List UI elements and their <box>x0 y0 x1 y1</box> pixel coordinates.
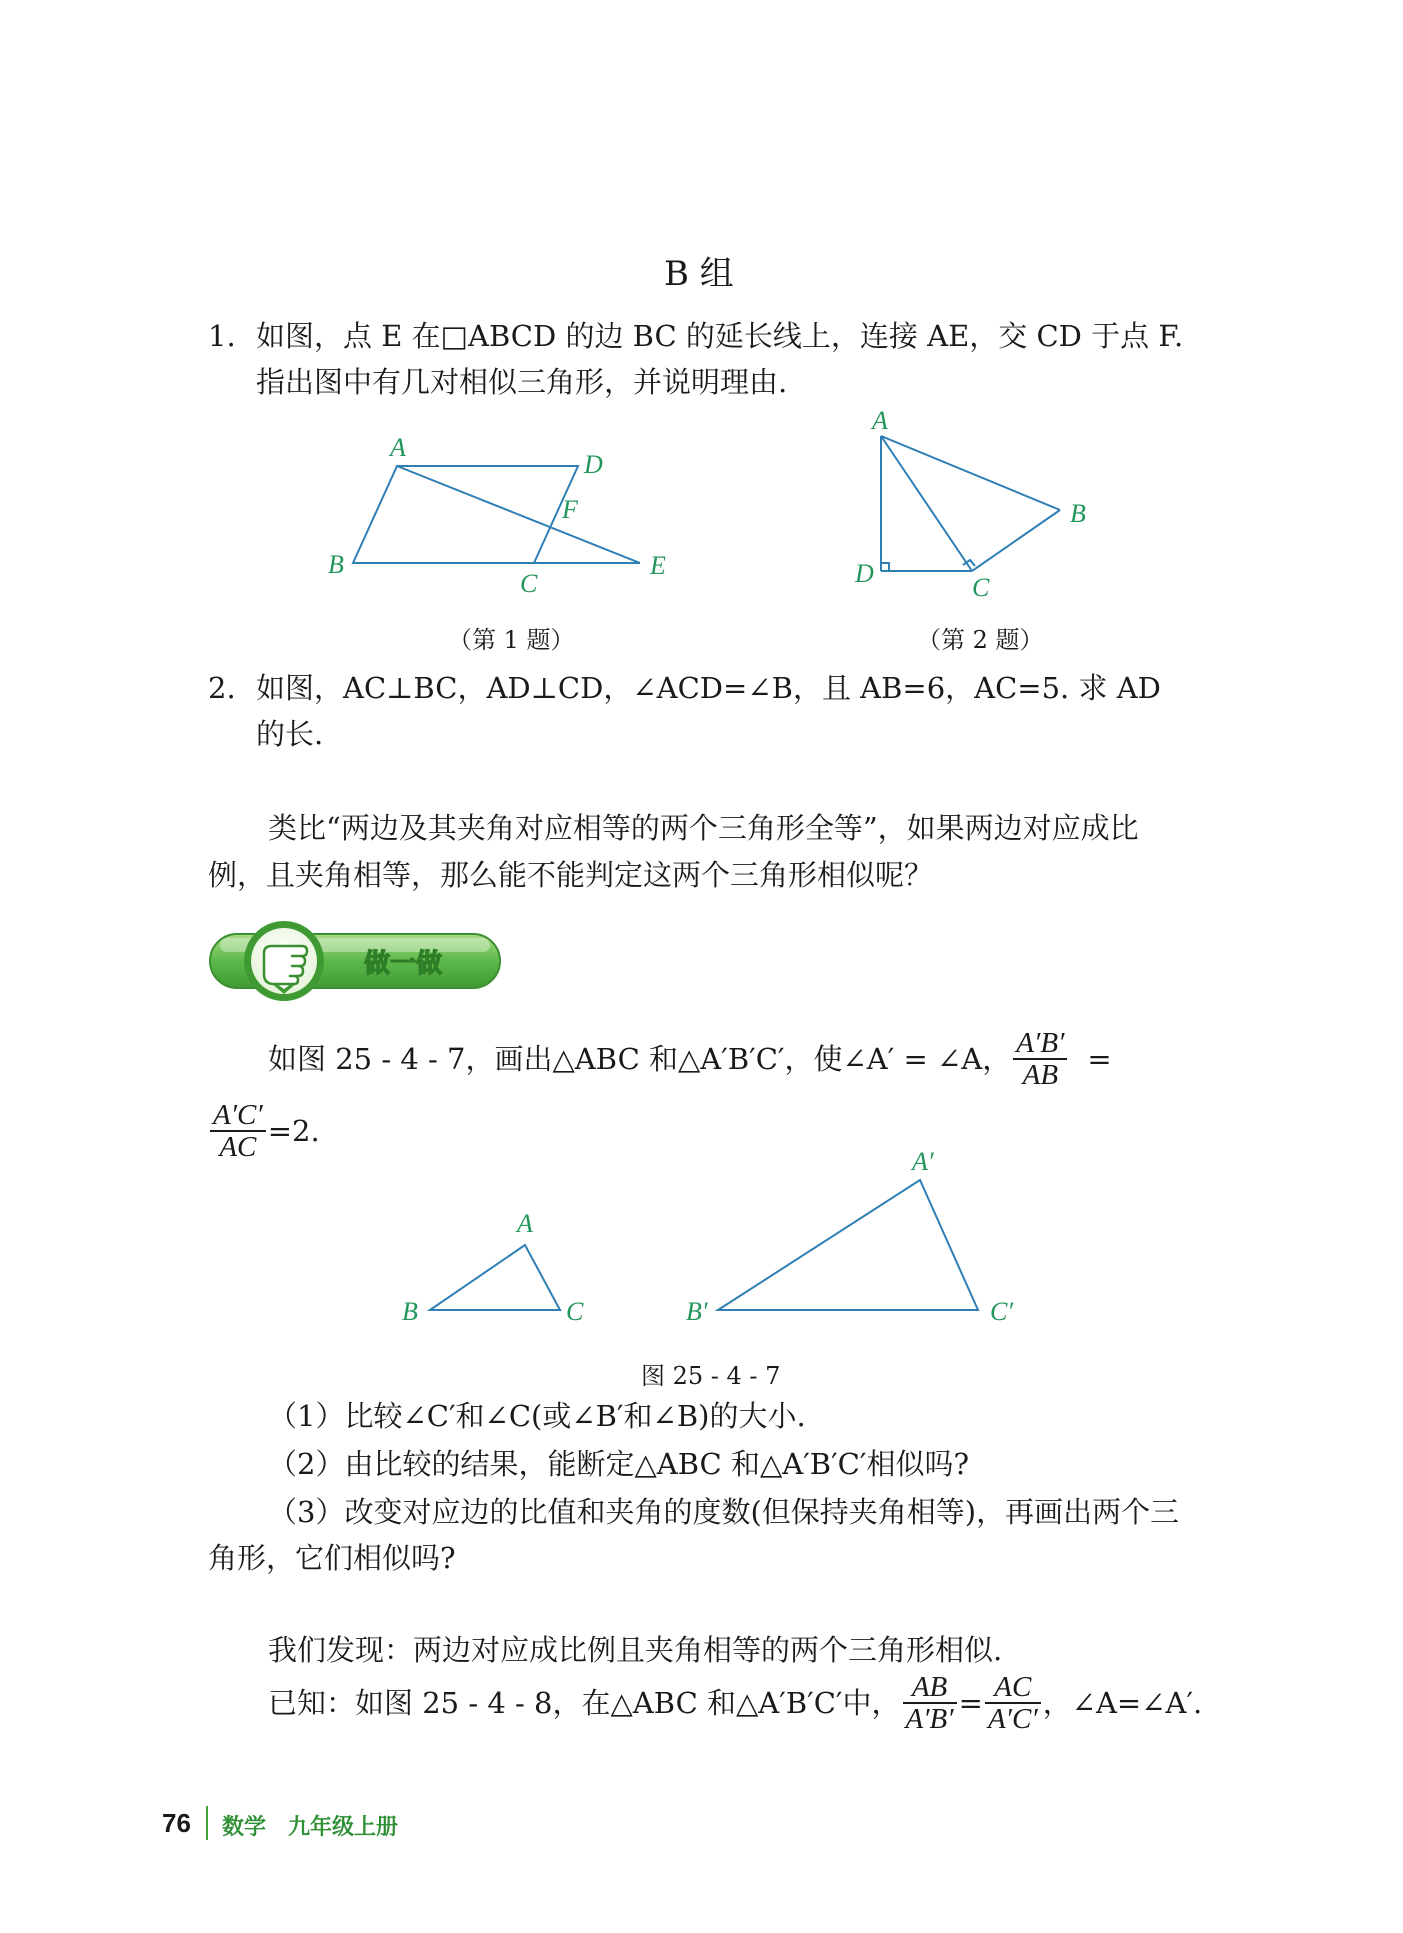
given-frac2-den: A′C′ <box>987 1703 1038 1736</box>
right-angle-mark-d <box>881 563 889 571</box>
triangle-a-prime-b-prime-c-prime <box>718 1180 978 1310</box>
activity-line1 <box>268 1028 1112 1091</box>
footer-book-title: 数学 九年级上册 <box>222 1815 399 1840</box>
given-fraction-1 <box>903 1672 957 1735</box>
fig3-label-c-prime: C′ <box>990 1297 1014 1326</box>
question-3-continued: 角形，它们相似吗? <box>208 1541 456 1575</box>
fig1-label-f: F <box>562 495 578 524</box>
figure-1-parallelogram <box>320 430 690 600</box>
activity-frac1-num: A′B′ <box>1013 1028 1067 1060</box>
question-2: （2）由比较的结果，能断定△ABC 和△A′B′C′相似吗? <box>268 1447 969 1481</box>
fig3-label-c: C <box>566 1297 584 1326</box>
parallelogram-abcd <box>353 466 578 563</box>
discovery-statement: 我们发现：两边对应成比例且夹角相等的两个三角形相似. <box>268 1633 1003 1667</box>
activity-line2 <box>208 1100 320 1163</box>
fig1-label-c: C <box>520 569 538 598</box>
triangle-abc <box>430 1245 560 1310</box>
given-suffix: ，∠A=∠A′. <box>1042 1686 1203 1721</box>
problem-2-line1: 如图，AC⊥BC，AD⊥CD，∠ACD=∠B，且 AB=6，AC=5. 求 AD <box>256 671 1161 705</box>
segment-cb <box>972 510 1060 571</box>
given-statement <box>268 1672 1202 1735</box>
fig2-label-c: C <box>972 573 990 602</box>
problem-1-line1: 如图，点 E 在□ABCD 的边 BC 的延长线上，连接 AE，交 CD 于点 F. <box>256 319 1184 353</box>
page-number: 76 <box>162 1808 191 1838</box>
given-fraction-2 <box>985 1672 1041 1735</box>
fig1-label-e: E <box>650 551 666 580</box>
figure-25-4-7-caption: 图 25 - 4 - 7 <box>641 1362 781 1390</box>
given-prefix: 已知：如图 25 - 4 - 8，在△ABC 和△A′B′C′中， <box>268 1686 901 1721</box>
given-frac2-num: AC <box>985 1672 1041 1704</box>
activity-frac2-num: A′C′ <box>210 1100 266 1132</box>
fig1-label-a: A <box>390 433 406 462</box>
fig1-label-b: B <box>328 550 344 579</box>
activity-fraction-2 <box>210 1100 266 1163</box>
given-equals: = <box>958 1686 983 1721</box>
problem-2-number: 2. <box>208 671 236 705</box>
activity-prefix: 如图 25 - 4 - 7，画出△ABC 和△A′B′C′，使∠A′ = ∠A， <box>268 1042 1012 1077</box>
intro-line1: 类比“两边及其夹角对应相等的两个三角形全等”，如果两边对应成比 <box>268 811 1139 845</box>
segment-ae <box>397 466 640 563</box>
fig3-label-b-prime: B′ <box>686 1297 708 1326</box>
figure-25-4-7 <box>390 1140 1050 1340</box>
activity-suffix: =2. <box>267 1114 320 1149</box>
figure-2-caption: （第 2 题） <box>917 626 1044 654</box>
fig2-label-a: A <box>872 406 888 435</box>
problem-1-line2: 指出图中有几对相似三角形，并说明理由. <box>256 365 788 399</box>
fig3-label-b: B <box>402 1297 418 1326</box>
activity-banner-label: 做一做 <box>364 949 443 979</box>
fig2-label-d: D <box>855 559 874 588</box>
fig1-label-d: D <box>584 450 603 479</box>
question-3: （3）改变对应边的比值和夹角的度数(但保持夹角相等)，再画出两个三 <box>268 1495 1180 1529</box>
given-frac1-den: A′B′ <box>905 1703 954 1736</box>
fig3-label-a: A <box>517 1209 533 1238</box>
section-title: B 组 <box>664 254 734 294</box>
figure-2-triangles <box>850 400 1110 610</box>
activity-equals: = <box>1087 1042 1112 1077</box>
intro-line2: 例，且夹角相等，那么能不能判定这两个三角形相似呢？ <box>208 858 934 892</box>
segment-ac <box>881 436 972 571</box>
problem-1-number: 1. <box>208 319 236 353</box>
activity-banner <box>206 918 506 1014</box>
question-1: （1）比较∠C′和∠C(或∠B′和∠B)的大小. <box>268 1399 806 1433</box>
given-frac1-num: AB <box>903 1672 957 1704</box>
problem-2-line2: 的长. <box>256 717 324 751</box>
fig3-label-a-prime: A′ <box>912 1147 934 1176</box>
activity-frac2-den: AC <box>219 1131 257 1164</box>
activity-frac1-den: AB <box>1022 1059 1059 1092</box>
fig2-label-b: B <box>1070 499 1086 528</box>
segment-ab <box>881 436 1060 510</box>
footer-divider <box>206 1806 208 1840</box>
figure-1-caption: （第 1 题） <box>448 626 575 654</box>
activity-fraction-1 <box>1013 1028 1067 1091</box>
